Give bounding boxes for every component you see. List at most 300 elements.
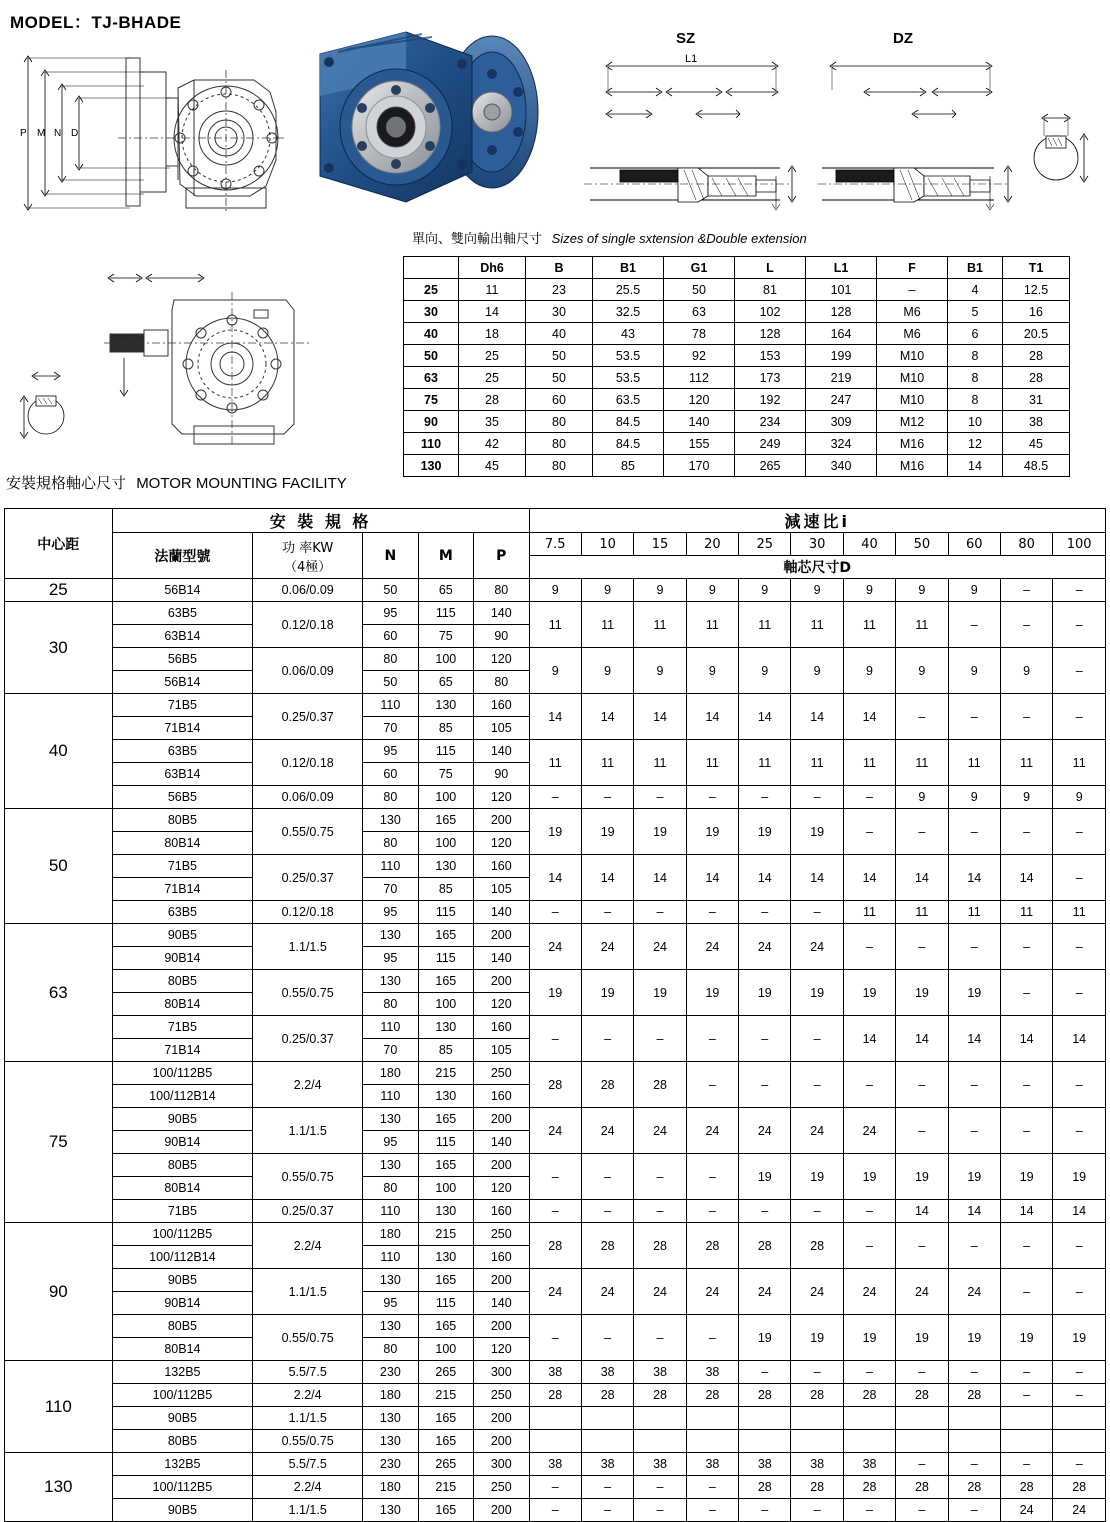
- cell-N: 80: [363, 786, 418, 809]
- dim-B1-right: B1: [744, 79, 758, 91]
- cell-M: 165: [418, 970, 473, 993]
- cell-flange-model: 100/112B14: [112, 1246, 253, 1269]
- table-row: [5, 1200, 1106, 1223]
- shaft-cell: 45: [459, 455, 526, 477]
- cell-P: 105: [474, 878, 529, 901]
- shaft-cell: 80: [526, 455, 593, 477]
- cell-power-kw: 1.1/1.5: [253, 924, 363, 970]
- table-row: [5, 1016, 1106, 1039]
- cell-center-distance: 30: [5, 602, 113, 694]
- cell-P: 200: [474, 1407, 529, 1430]
- header-ratio-value: 80: [1000, 533, 1052, 556]
- dim-label-P: P: [20, 128, 27, 139]
- header-ratio-value: 10: [581, 533, 633, 556]
- shaft-col-header: B1: [593, 257, 664, 279]
- cell-shaft-d: –: [791, 901, 843, 924]
- cell-shaft-d: –: [843, 786, 895, 809]
- cell-N: 230: [363, 1453, 418, 1476]
- shaft-cell: 75: [404, 389, 459, 411]
- cell-M: 165: [418, 1430, 473, 1453]
- cell-P: 200: [474, 970, 529, 993]
- cell-shaft-d: –: [948, 1361, 1000, 1384]
- cell-shaft-d: –: [791, 1361, 843, 1384]
- shaft-cell: M6: [877, 323, 948, 345]
- cell-shaft-d: 14: [686, 694, 738, 740]
- cell-shaft-d: 28: [739, 1476, 791, 1499]
- shaft-cell: 5: [948, 301, 1003, 323]
- cell-shaft-d: 19: [686, 970, 738, 1016]
- cell-P: 105: [474, 717, 529, 740]
- cell-flange-model: 90B14: [112, 1292, 253, 1315]
- cell-power-kw: 1.1/1.5: [253, 1269, 363, 1315]
- table-row: [5, 1315, 1106, 1338]
- cell-shaft-d: –: [1000, 1361, 1052, 1384]
- cell-shaft-d: 24: [843, 1269, 895, 1315]
- dz-dim-L1: L1: [904, 53, 917, 65]
- cell-shaft-d: 11: [843, 740, 895, 786]
- cell-shaft-d: 11: [1000, 901, 1052, 924]
- cell-shaft-d: [581, 1430, 633, 1453]
- table-row: [5, 1476, 1106, 1499]
- cell-shaft-d: –: [1000, 1108, 1052, 1154]
- cell-shaft-d: 14: [843, 694, 895, 740]
- cell-center-distance: 90: [5, 1223, 113, 1361]
- cell-shaft-d: [896, 1430, 948, 1453]
- cell-N: 50: [363, 579, 418, 602]
- shaft-cell: 28: [459, 389, 526, 411]
- cell-shaft-d: 24: [634, 924, 686, 970]
- cell-shaft-d: 24: [686, 1269, 738, 1315]
- cell-flange-model: 80B5: [112, 1430, 253, 1453]
- header-M: M: [418, 533, 473, 579]
- cell-shaft-d: 14: [1000, 1016, 1052, 1062]
- cell-shaft-d: –: [529, 1154, 581, 1200]
- cell-shaft-d: 19: [581, 809, 633, 855]
- cell-shaft-d: 11: [896, 740, 948, 786]
- shaft-cell: 8: [948, 389, 1003, 411]
- cell-shaft-d: –: [843, 1200, 895, 1223]
- cell-shaft-d: 28: [948, 1476, 1000, 1499]
- cell-N: 130: [363, 1430, 418, 1453]
- cell-shaft-d: –: [948, 1453, 1000, 1476]
- table-row: [5, 901, 1106, 924]
- shaft-col-header: T1: [1003, 257, 1070, 279]
- table-row: [5, 694, 1106, 717]
- cell-shaft-d: –: [791, 1016, 843, 1062]
- cell-center-distance: 130: [5, 1453, 113, 1522]
- shaft-cell: 219: [806, 367, 877, 389]
- header-ratio-value: 20: [686, 533, 738, 556]
- cell-shaft-d: 28: [529, 1223, 581, 1269]
- cell-M: 165: [418, 1407, 473, 1430]
- cell-shaft-d: –: [529, 1315, 581, 1361]
- cell-shaft-d: 24: [791, 1108, 843, 1154]
- cell-shaft-d: 9: [948, 579, 1000, 602]
- shaft-cell: 164: [806, 323, 877, 345]
- cell-power-kw: 0.06/0.09: [253, 648, 363, 694]
- cell-N: 110: [363, 1246, 418, 1269]
- cell-shaft-d: –: [1053, 1453, 1106, 1476]
- cell-shaft-d: 24: [791, 1269, 843, 1315]
- cell-M: 100: [418, 786, 473, 809]
- dim-f: f: [768, 207, 772, 215]
- cell-shaft-d: 38: [529, 1453, 581, 1476]
- cell-shaft-d: –: [1000, 809, 1052, 855]
- cell-N: 130: [363, 1315, 418, 1338]
- cell-shaft-d: 24: [581, 924, 633, 970]
- shaft-cell: 102: [735, 301, 806, 323]
- cell-N: 95: [363, 901, 418, 924]
- cell-shaft-d: –: [581, 901, 633, 924]
- cell-flange-model: 80B5: [112, 1315, 253, 1338]
- cell-M: 65: [418, 671, 473, 694]
- cell-shaft-d: –: [1053, 648, 1106, 694]
- cell-M: 65: [418, 579, 473, 602]
- cell-shaft-d: 9: [791, 579, 843, 602]
- cell-shaft-d: –: [529, 786, 581, 809]
- cell-flange-model: 90B14: [112, 1131, 253, 1154]
- shaft-cell: 155: [664, 433, 735, 455]
- cell-shaft-d: –: [739, 1499, 791, 1522]
- cell-P: 200: [474, 1430, 529, 1453]
- cell-shaft-d: –: [529, 1499, 581, 1522]
- shaft-cell: 60: [526, 389, 593, 411]
- cell-flange-model: 63B14: [112, 763, 253, 786]
- key-dim-t1: t1: [1088, 155, 1098, 167]
- shaft-cell: 25: [404, 279, 459, 301]
- cell-N: 130: [363, 1269, 418, 1292]
- cell-center-distance: 63: [5, 924, 113, 1062]
- cell-shaft-d: 11: [634, 740, 686, 786]
- cell-shaft-d: 28: [896, 1384, 948, 1407]
- cell-shaft-d: –: [1000, 924, 1052, 970]
- cell-N: 70: [363, 878, 418, 901]
- cell-shaft-d: 9: [581, 579, 633, 602]
- cell-shaft-d: 19: [634, 809, 686, 855]
- cell-shaft-d: 19: [686, 809, 738, 855]
- cell-shaft-d: 9: [1000, 648, 1052, 694]
- shaft-col-header: B: [526, 257, 593, 279]
- cell-P: 200: [474, 1269, 529, 1292]
- cell-shaft-d: 9: [843, 648, 895, 694]
- cell-M: 130: [418, 1016, 473, 1039]
- cell-shaft-d: 38: [634, 1361, 686, 1384]
- cell-shaft-d: 11: [739, 740, 791, 786]
- cell-shaft-d: 11: [1000, 740, 1052, 786]
- shaft-cell: 249: [735, 433, 806, 455]
- cell-N: 95: [363, 947, 418, 970]
- cell-shaft-d: –: [739, 1016, 791, 1062]
- cell-shaft-d: 28: [791, 1384, 843, 1407]
- cell-shaft-d: [634, 1407, 686, 1430]
- cell-shaft-d: –: [1053, 970, 1106, 1016]
- cell-M: 115: [418, 901, 473, 924]
- cell-shaft-d: –: [581, 1499, 633, 1522]
- cell-shaft-d: 9: [843, 579, 895, 602]
- cell-N: 180: [363, 1476, 418, 1499]
- cell-P: 160: [474, 1246, 529, 1269]
- cell-N: 60: [363, 625, 418, 648]
- table-row: [5, 579, 1106, 602]
- cell-M: 215: [418, 1476, 473, 1499]
- cell-shaft-d: –: [948, 1062, 1000, 1108]
- cell-shaft-d: 19: [634, 970, 686, 1016]
- cell-shaft-d: –: [843, 809, 895, 855]
- cell-flange-model: 80B5: [112, 809, 253, 832]
- cell-shaft-d: 38: [581, 1361, 633, 1384]
- cell-P: 120: [474, 1177, 529, 1200]
- cell-shaft-d: –: [1053, 855, 1106, 901]
- shaft-col-header: [404, 257, 459, 279]
- cell-N: 230: [363, 1361, 418, 1384]
- cell-power-kw: 2.2/4: [253, 1476, 363, 1499]
- cell-power-kw: 0.55/0.75: [253, 970, 363, 1016]
- cell-shaft-d: 28: [686, 1384, 738, 1407]
- shaft-cell: 12: [948, 433, 1003, 455]
- cell-flange-model: 71B5: [112, 694, 253, 717]
- shaft-cell: 63.5: [593, 389, 664, 411]
- cell-shaft-d: 9: [739, 648, 791, 694]
- cell-shaft-d: 24: [791, 924, 843, 970]
- table-row: [5, 809, 1106, 832]
- dim-label-D: D: [71, 128, 79, 139]
- shaft-col-header: L1: [806, 257, 877, 279]
- cell-power-kw: 0.55/0.75: [253, 809, 363, 855]
- cell-shaft-d: –: [1000, 1384, 1052, 1407]
- cell-N: 130: [363, 1407, 418, 1430]
- cell-M: 115: [418, 1292, 473, 1315]
- shaft-cell: 80: [526, 411, 593, 433]
- shaft-cell: 23: [526, 279, 593, 301]
- cell-shaft-d: 11: [1053, 740, 1106, 786]
- cell-flange-model: 90B14: [112, 947, 253, 970]
- cell-M: 130: [418, 1246, 473, 1269]
- cell-P: 200: [474, 1154, 529, 1177]
- header-ratio-value: 50: [896, 533, 948, 556]
- table-row: [5, 924, 1106, 947]
- shaft-cell: M10: [877, 345, 948, 367]
- cell-M: 130: [418, 1085, 473, 1108]
- cell-P: 140: [474, 1131, 529, 1154]
- cell-M: 165: [418, 809, 473, 832]
- cell-shaft-d: 24: [1000, 1499, 1052, 1522]
- cell-shaft-d: –: [948, 924, 1000, 970]
- cell-flange-model: 56B5: [112, 786, 253, 809]
- cell-N: 110: [363, 855, 418, 878]
- cell-shaft-d: –: [1000, 602, 1052, 648]
- shaft-cell: 265: [735, 455, 806, 477]
- cell-shaft-d: 9: [634, 579, 686, 602]
- cell-shaft-d: 14: [1000, 1200, 1052, 1223]
- shaft-cell: 28: [1003, 345, 1070, 367]
- cell-shaft-d: –: [686, 1499, 738, 1522]
- cell-shaft-d: –: [581, 1154, 633, 1200]
- cell-shaft-d: –: [843, 924, 895, 970]
- cell-M: 215: [418, 1223, 473, 1246]
- shaft-cell: 90: [404, 411, 459, 433]
- cell-power-kw: 2.2/4: [253, 1223, 363, 1269]
- shaft-cell: 101: [806, 279, 877, 301]
- cell-N: 110: [363, 1200, 418, 1223]
- shaft-col-header: Dh6: [459, 257, 526, 279]
- cell-M: 115: [418, 1131, 473, 1154]
- cell-power-kw: 5.5/7.5: [253, 1361, 363, 1384]
- cell-shaft-d: 9: [581, 648, 633, 694]
- cell-shaft-d: [843, 1407, 895, 1430]
- table-row: [5, 1453, 1106, 1476]
- cell-shaft-d: –: [634, 1016, 686, 1062]
- gearbox-photo: [296, 12, 556, 227]
- cell-shaft-d: –: [581, 1200, 633, 1223]
- cell-M: 115: [418, 947, 473, 970]
- gearbox-side-drawing: [18, 248, 318, 458]
- cell-center-distance: 75: [5, 1062, 113, 1223]
- cell-shaft-d: 19: [739, 970, 791, 1016]
- cell-power-kw: 0.12/0.18: [253, 901, 363, 924]
- cell-shaft-d: 28: [843, 1476, 895, 1499]
- cell-M: 100: [418, 1177, 473, 1200]
- cell-shaft-d: –: [1053, 579, 1106, 602]
- cell-M: 115: [418, 740, 473, 763]
- cell-shaft-d: 38: [634, 1453, 686, 1476]
- cell-shaft-d: 19: [791, 1154, 843, 1200]
- cell-power-kw: 0.25/0.37: [253, 1016, 363, 1062]
- cell-shaft-d: –: [686, 1476, 738, 1499]
- cell-N: 95: [363, 740, 418, 763]
- cell-shaft-d: 9: [739, 579, 791, 602]
- cell-shaft-d: –: [948, 1108, 1000, 1154]
- cell-shaft-d: 11: [896, 901, 948, 924]
- cell-shaft-d: –: [843, 1223, 895, 1269]
- shaft-cell: 30: [526, 301, 593, 323]
- cell-shaft-d: 11: [791, 602, 843, 648]
- cell-M: 265: [418, 1453, 473, 1476]
- cell-N: 80: [363, 993, 418, 1016]
- cell-M: 75: [418, 625, 473, 648]
- header-P: P: [474, 533, 529, 579]
- shaft-cell: 247: [806, 389, 877, 411]
- cell-shaft-d: –: [1000, 579, 1052, 602]
- cell-power-kw: 0.06/0.09: [253, 579, 363, 602]
- cell-shaft-d: 11: [634, 602, 686, 648]
- table-row: [5, 855, 1106, 878]
- cell-N: 80: [363, 1177, 418, 1200]
- cell-N: 180: [363, 1062, 418, 1085]
- cell-shaft-d: 9: [896, 786, 948, 809]
- cell-flange-model: 132B5: [112, 1361, 253, 1384]
- cell-P: 200: [474, 924, 529, 947]
- cell-N: 180: [363, 1384, 418, 1407]
- cell-shaft-d: –: [896, 1499, 948, 1522]
- cell-shaft-d: –: [1053, 1361, 1106, 1384]
- cell-N: 110: [363, 1016, 418, 1039]
- shaft-cell: 128: [735, 323, 806, 345]
- cell-P: 160: [474, 1200, 529, 1223]
- cell-shaft-d: –: [581, 786, 633, 809]
- shaft-cell: 11: [459, 279, 526, 301]
- cell-shaft-d: –: [1000, 1453, 1052, 1476]
- shaft-cell: 32.5: [593, 301, 664, 323]
- cell-flange-model: 80B14: [112, 832, 253, 855]
- cell-N: 130: [363, 809, 418, 832]
- header-power-kw: 功 率KW （4極）: [253, 533, 363, 579]
- key-section-drawing: [1022, 96, 1106, 206]
- cell-shaft-d: 24: [739, 924, 791, 970]
- cell-shaft-d: –: [686, 1016, 738, 1062]
- dim-d: d: [796, 201, 803, 213]
- cell-shaft-d: 19: [948, 1315, 1000, 1361]
- header-flange-model: 法蘭型號: [112, 533, 253, 579]
- cell-shaft-d: 38: [791, 1453, 843, 1476]
- cell-P: 160: [474, 855, 529, 878]
- cell-P: 200: [474, 809, 529, 832]
- cell-flange-model: 71B14: [112, 717, 253, 740]
- cell-shaft-d: –: [1000, 694, 1052, 740]
- dim-t1-side: t1: [18, 439, 28, 451]
- cell-shaft-d: –: [791, 786, 843, 809]
- cell-shaft-d: 11: [529, 602, 581, 648]
- cell-shaft-d: –: [686, 1154, 738, 1200]
- cell-shaft-d: –: [948, 602, 1000, 648]
- cell-P: 120: [474, 786, 529, 809]
- cell-N: 130: [363, 1499, 418, 1522]
- cell-shaft-d: 24: [581, 1108, 633, 1154]
- cell-P: 140: [474, 1292, 529, 1315]
- table-row: [404, 367, 1070, 389]
- shaft-cell: 25: [459, 367, 526, 389]
- shaft-cell: 14: [948, 455, 1003, 477]
- shaft-cell: 16: [1003, 301, 1070, 323]
- cell-shaft-d: 19: [529, 809, 581, 855]
- cell-flange-model: 80B14: [112, 1177, 253, 1200]
- header-ratio-value: 60: [948, 533, 1000, 556]
- cell-shaft-d: 14: [1053, 1200, 1106, 1223]
- shaft-cell: 92: [664, 345, 735, 367]
- cell-P: 200: [474, 1499, 529, 1522]
- cell-shaft-d: [529, 1430, 581, 1453]
- cell-shaft-d: –: [529, 1200, 581, 1223]
- cell-shaft-d: –: [1000, 1223, 1052, 1269]
- cell-shaft-d: 28: [1053, 1476, 1106, 1499]
- shaft-cell: 53.5: [593, 345, 664, 367]
- cell-shaft-d: 14: [581, 855, 633, 901]
- cell-shaft-d: 14: [529, 694, 581, 740]
- mf-heading-cn: 安裝規格軸心尺寸: [6, 474, 127, 492]
- cell-shaft-d: 24: [843, 1108, 895, 1154]
- cell-shaft-d: 28: [739, 1384, 791, 1407]
- cell-M: 85: [418, 878, 473, 901]
- shaft-cell: 50: [664, 279, 735, 301]
- cell-shaft-d: 24: [739, 1108, 791, 1154]
- cell-shaft-d: 28: [948, 1384, 1000, 1407]
- shaft-cell: 80: [526, 433, 593, 455]
- shaft-table-caption: [412, 228, 807, 247]
- cell-shaft-d: –: [634, 1154, 686, 1200]
- shaft-cell: 140: [664, 411, 735, 433]
- shaft-cell: 110: [404, 433, 459, 455]
- cell-shaft-d: –: [1053, 1223, 1106, 1269]
- shaft-cell: 40: [404, 323, 459, 345]
- cell-shaft-d: –: [948, 1499, 1000, 1522]
- dz-dim-B: B: [930, 101, 938, 113]
- shaft-cell: M12: [877, 411, 948, 433]
- cell-shaft-d: 9: [686, 579, 738, 602]
- cell-M: 165: [418, 1108, 473, 1131]
- cell-shaft-d: [1000, 1430, 1052, 1453]
- cell-shaft-d: –: [581, 1016, 633, 1062]
- cell-N: 130: [363, 970, 418, 993]
- cell-flange-model: 80B14: [112, 1338, 253, 1361]
